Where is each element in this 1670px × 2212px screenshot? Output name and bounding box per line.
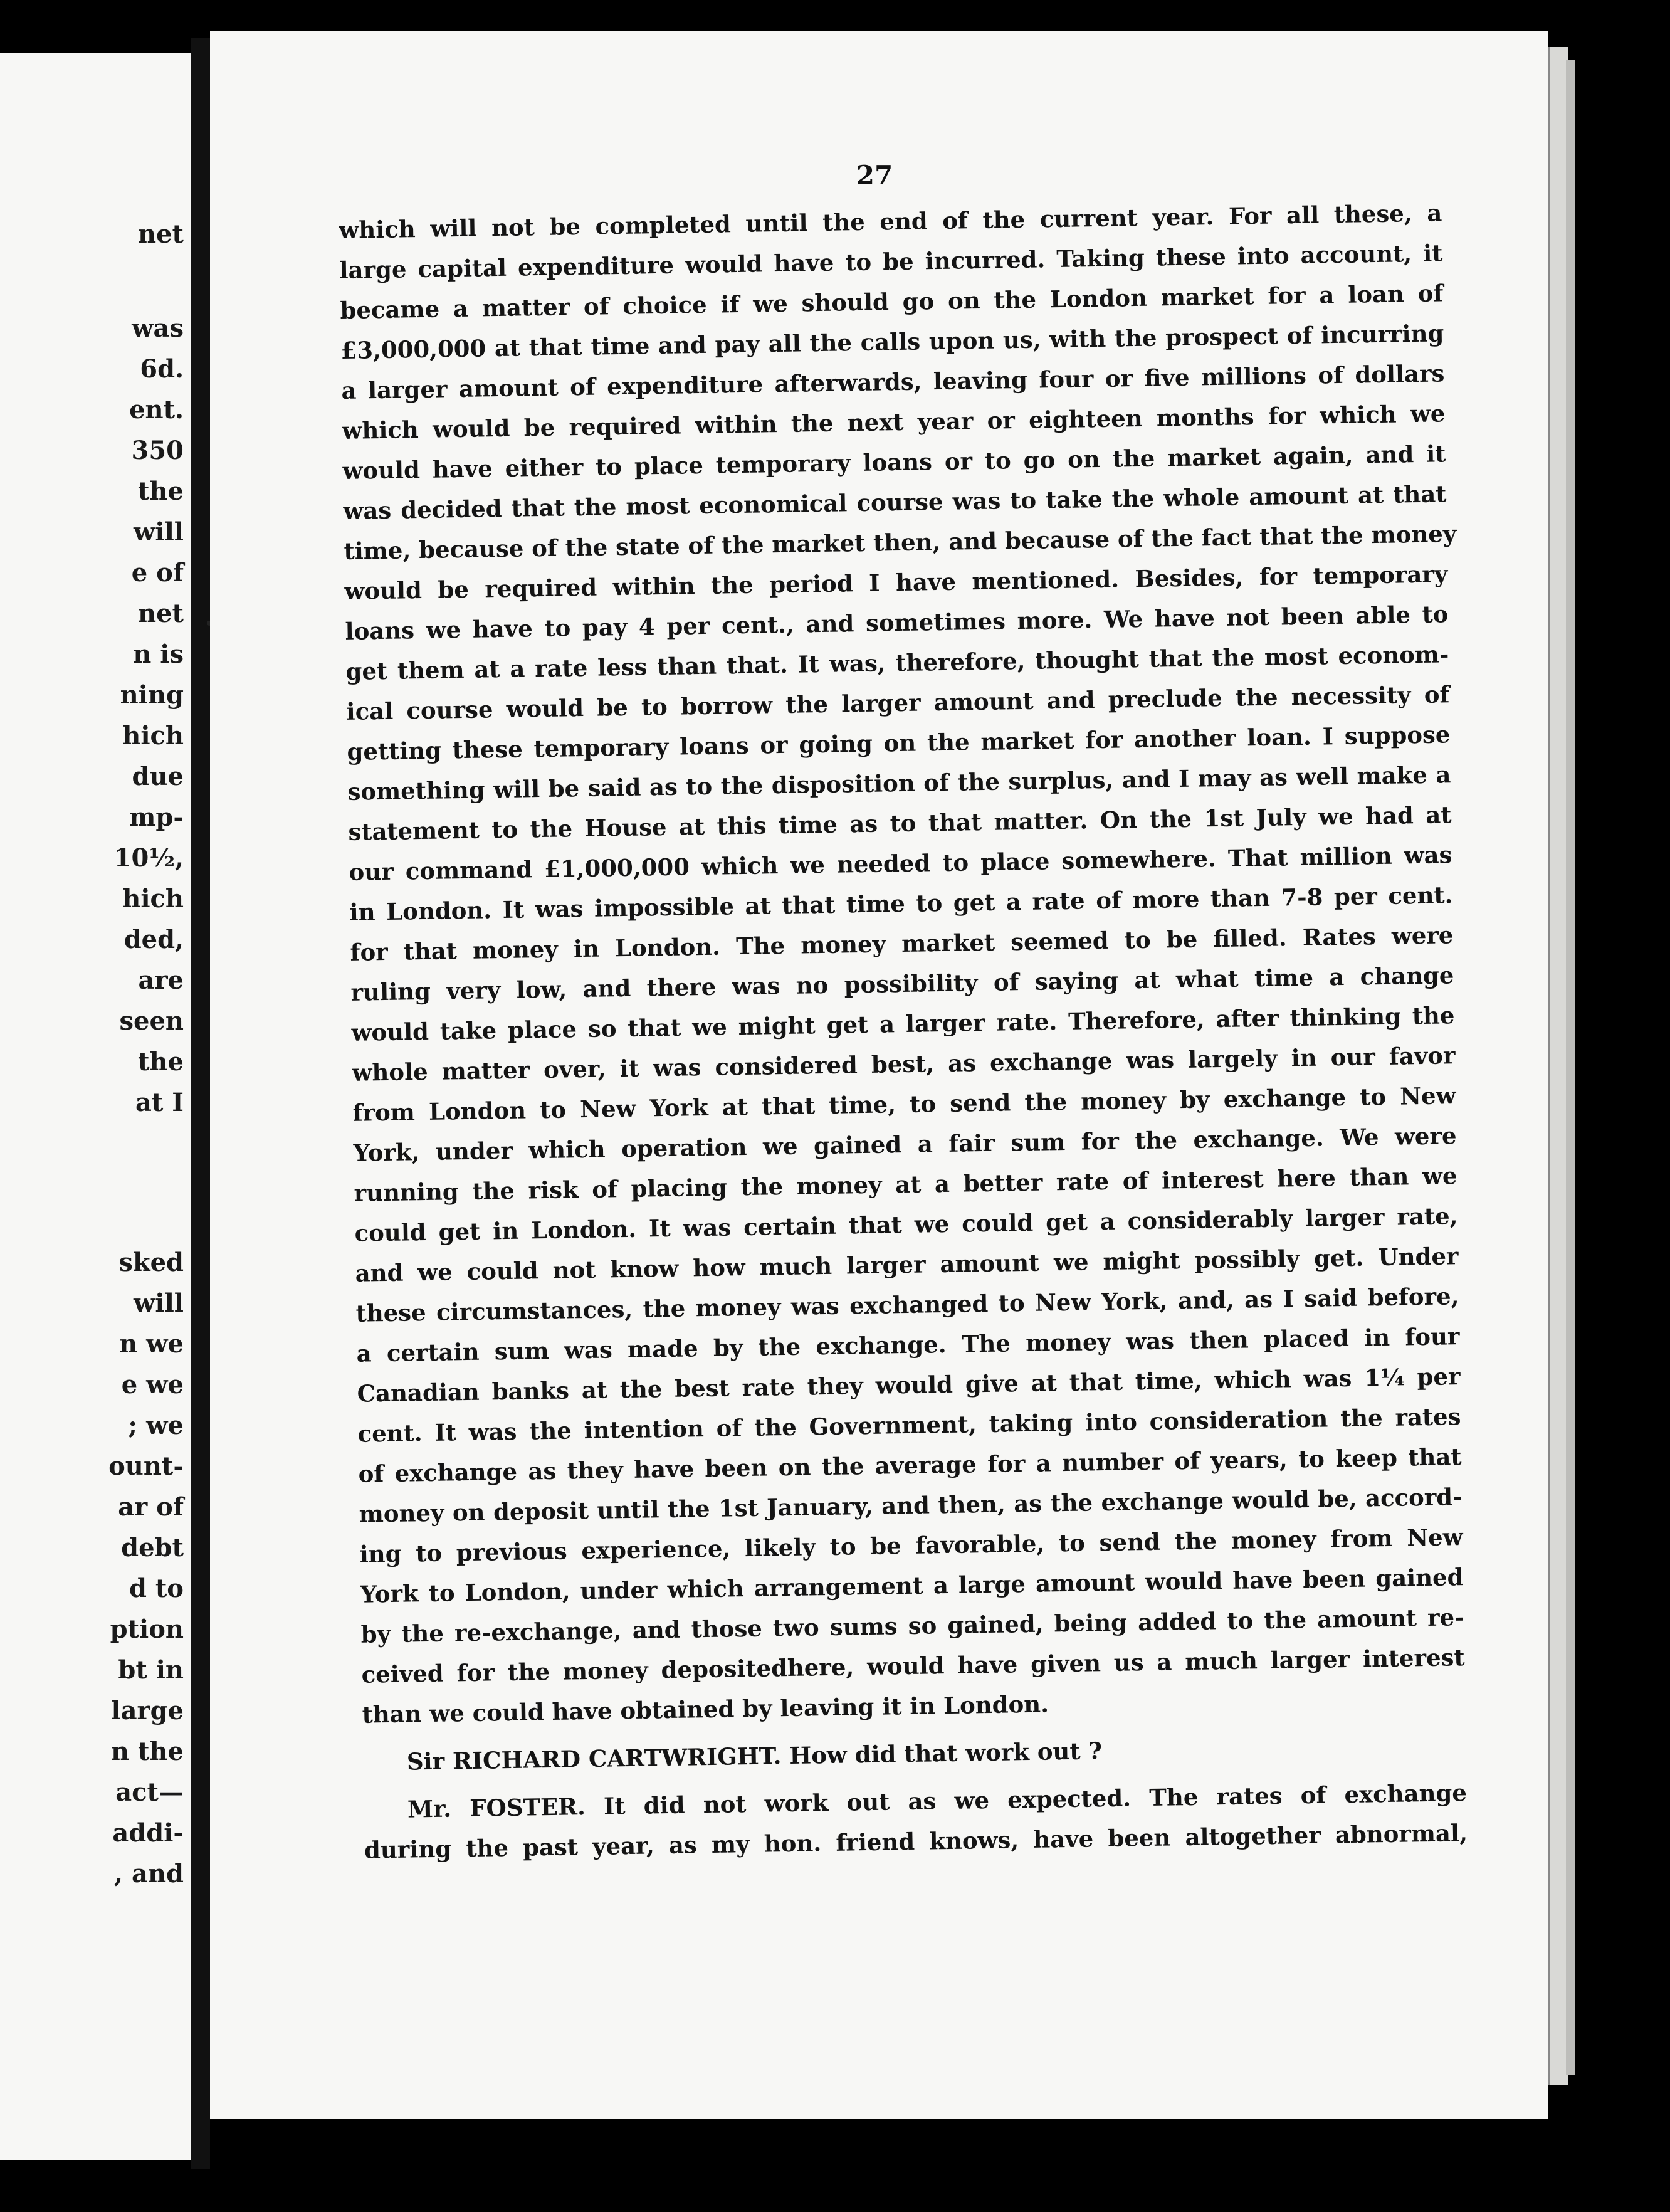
left-fragment: at I xyxy=(135,1088,184,1117)
text-line: our command £1,000,000 which we needed to place somewhere. That million was xyxy=(349,841,1452,886)
text-line: became a matter of choice if we should go on the London market for a loan of xyxy=(340,279,1444,324)
left-fragment: ount- xyxy=(108,1451,184,1481)
text-line: get them at a rate less than that. It was, therefore, thought that the most econom- xyxy=(345,640,1449,685)
left-fragment: ning xyxy=(120,680,184,710)
text-line: getting these temporary loans or going on the market for another loan. I suppose xyxy=(347,720,1451,766)
text-line: from London to New York at that time, to send the money by exchange to New xyxy=(352,1082,1456,1127)
text-line: large capital expenditure would have to be incurred. Taking these into account, it xyxy=(339,239,1443,284)
dialog-line-cartwright: Sir RICHARD CARTWRIGHT. How did that work out ? xyxy=(406,1737,1103,1776)
text-line: a certain sum was made by the exchange. The money was then placed in four xyxy=(356,1322,1460,1367)
left-fragment: seen xyxy=(119,1006,184,1036)
text-line: would have either to place temporary loans or to go on the market again, and it xyxy=(342,440,1446,485)
page-stack-edge xyxy=(1548,47,1568,2085)
left-fragment: due xyxy=(132,762,184,791)
left-fragment: the xyxy=(137,477,184,506)
left-fragment: are xyxy=(138,966,184,995)
page-stack-edge xyxy=(1566,60,1575,2075)
text-line: and we could not know how much larger amount we might possibly get. Under xyxy=(355,1242,1459,1287)
text-line: loans we have to pay 4 per cent., and sometimes more. We have not been able to xyxy=(345,600,1449,645)
left-fragment: hich xyxy=(122,884,184,914)
text-line: ceived for the money depositedhere, would have given us a much larger interest xyxy=(361,1643,1465,1688)
text-line: whole matter over, it was considered best, as exchange was largely in our favor xyxy=(352,1041,1456,1087)
left-fragment: hich xyxy=(122,721,184,750)
left-fragment: 6d. xyxy=(140,354,184,384)
text-line: would be required within the period I have mentioned. Besides, for temporary xyxy=(344,560,1448,605)
text-line: ical course would be to borrow the larger amount and preclude the necessity of xyxy=(346,680,1450,725)
left-fragment: e of xyxy=(131,558,184,587)
text-line: for that money in London. The money market seemed to be filled. Rates were xyxy=(350,921,1454,966)
left-fragment: act— xyxy=(115,1778,184,1807)
left-fragment: ded, xyxy=(123,925,184,954)
text-line: York, under which operation we gained a fair sum for the exchange. We were xyxy=(353,1122,1457,1167)
left-fragment: , and xyxy=(114,1859,184,1888)
text-line: ruling very low, and there was no possibility of saying at what time a change xyxy=(350,961,1454,1006)
left-fragment: ption xyxy=(110,1614,184,1644)
left-fragment: 350 xyxy=(131,436,184,465)
text-line: could get in London. It was certain that we could get a considerably larger rate, xyxy=(354,1202,1458,1247)
text-line: was decided that the most economical course was to take the whole amount at that xyxy=(343,480,1447,525)
dialog-line-foster: Mr. FOSTER. It did not work out as we expected. The rates of exchange xyxy=(407,1779,1468,1823)
body-text xyxy=(339,192,1468,1870)
text-line: a larger amount of expenditure afterwards, leaving four or five millions of dollars xyxy=(341,359,1445,404)
left-fragment: will xyxy=(133,1288,184,1318)
left-fragment: the xyxy=(137,1047,184,1077)
left-fragment: mp- xyxy=(129,803,184,832)
text-line: money on deposit until the 1st January, and then, as the exchange would be, accord- xyxy=(359,1483,1463,1528)
left-fragment: large xyxy=(111,1696,184,1725)
text-line: Canadian banks at the best rate they would give at that time, which was 1¼ per xyxy=(357,1362,1461,1408)
text-line: these circumstances, the money was exchanged to New York, and, as I said before, xyxy=(355,1282,1459,1327)
right-page xyxy=(210,31,1548,2119)
left-fragment: was xyxy=(132,313,184,343)
text-line: time, because of the state of the market then, and because of the fact that the money xyxy=(344,520,1457,565)
text-line: statement to the House at this time as to that matter. On the 1st July we had at xyxy=(348,801,1452,846)
text-line: which will not be completed until the end of the current year. For all these, a xyxy=(339,199,1442,244)
book-gutter xyxy=(191,38,210,2169)
left-fragment: sked xyxy=(118,1248,184,1277)
left-fragment: d to xyxy=(129,1574,184,1603)
text-line: in London. It was impossible at that time to get a rate of more than 7-8 per cent. xyxy=(349,881,1453,926)
text-line: which would be required within the next year or eighteen months for which we xyxy=(342,399,1446,445)
text-line: ing to previous experience, likely to be favorable, to send the money from New xyxy=(359,1523,1463,1568)
text-line: than we could have obtained by leaving it in London. xyxy=(362,1690,1049,1729)
text-line: cent. It was the intention of the Government, taking into consideration the rates xyxy=(357,1403,1461,1448)
text-line: running the risk of placing the money at a better rate of interest here than we xyxy=(354,1162,1457,1207)
left-fragment: net xyxy=(137,599,184,628)
left-fragment: bt in xyxy=(118,1655,184,1685)
left-page xyxy=(0,53,191,2160)
left-fragment: n the xyxy=(110,1737,184,1766)
left-fragment: debt xyxy=(121,1533,184,1562)
left-fragment: e we xyxy=(121,1370,184,1399)
left-fragment: n is xyxy=(133,640,184,669)
left-fragment: net xyxy=(137,219,184,249)
text-line: York to London, under which arrangement a large amount would have been gained xyxy=(360,1563,1464,1608)
left-fragment: n we xyxy=(119,1329,184,1359)
page-number: 27 xyxy=(856,160,893,191)
text-line: by the re-exchange, and those two sums so gained, being added to the amount re- xyxy=(360,1603,1464,1648)
text-line: £3,000,000 at that time and pay all the calls upon us, with the prospect of incurring xyxy=(340,319,1444,364)
text-line: would take place so that we might get a larger rate. Therefore, after thinking the xyxy=(351,1001,1455,1046)
left-fragment: addi- xyxy=(112,1818,184,1848)
left-fragment: will xyxy=(133,517,184,547)
left-fragment: ar of xyxy=(118,1492,184,1522)
left-fragment: 10½, xyxy=(113,843,184,873)
dialog-line-foster: during the past year, as my hon. friend knows, have been altogether abnormal, xyxy=(364,1819,1468,1864)
left-fragment: ent. xyxy=(129,395,184,424)
text-line: of exchange as they have been on the average for a number of years, to keep that xyxy=(358,1443,1462,1488)
left-fragment: ; we xyxy=(128,1411,184,1440)
text-line: something will be said as to the disposition of the surplus, and I may as well make a xyxy=(347,761,1451,806)
